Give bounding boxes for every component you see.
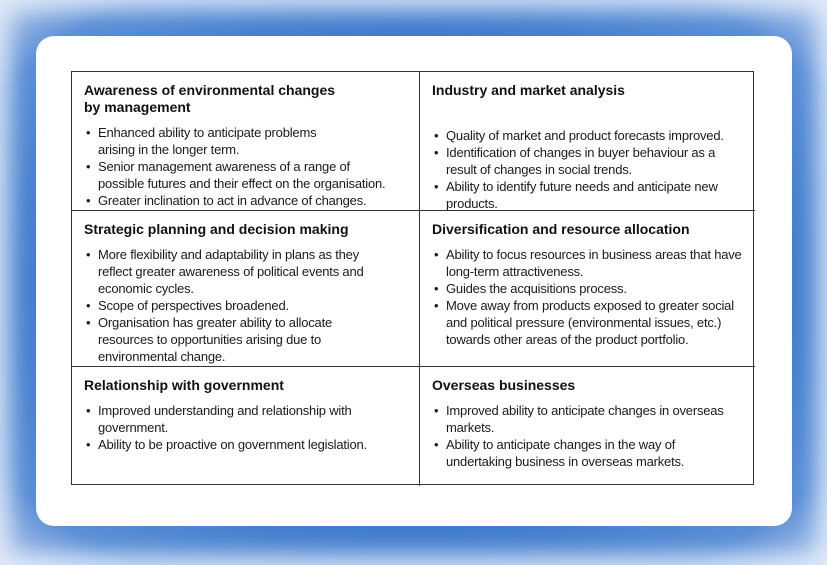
heading-line: Awareness of environmental changes — [84, 82, 336, 98]
list-item: • Senior management awareness of a range of possible futures and their effect on the organisation. — [84, 158, 398, 192]
heading-line: by management — [84, 99, 191, 115]
list-item: • Greater inclination to act in advance of changes. — [84, 192, 409, 209]
cell-diversification — [420, 211, 755, 367]
list-item: • Quality of market and product forecasts improved. — [432, 127, 745, 144]
cell-strategic-planning — [72, 211, 420, 367]
list-item: • Organisation has greater ability to allocate resources to opportunities arising due to environmental change. — [84, 314, 348, 365]
list-item: • Identification of changes in buyer behaviour as a result of changes in social trends. — [432, 144, 731, 178]
cell-heading: Overseas businesses — [432, 377, 576, 393]
list-item: • Ability to identify future needs and anticipate new products. — [432, 178, 721, 212]
cell-heading: Relationship with government — [84, 377, 284, 393]
list-item: • Ability to be proactive on government legislation. — [84, 436, 409, 453]
bullet-list — [84, 246, 409, 365]
bullet-list — [432, 246, 745, 348]
list-item: • Scope of perspectives broadened. — [84, 297, 409, 314]
cell-government-relationship — [72, 367, 420, 486]
cell-heading: Diversification and resource allocation — [432, 221, 690, 237]
bullet-list — [84, 402, 409, 453]
list-item: • Move away from products exposed to greater social and political pressure (environmental issues, etc.) towards other areas of the product portfolio. — [432, 297, 746, 348]
list-item: • Ability to anticipate changes in the way of undertaking business in overseas markets. — [432, 436, 706, 470]
bullet-list — [84, 124, 409, 209]
list-item: • More flexibility and adaptability in plans as they reflect greater awareness of political events and economic cycles. — [84, 246, 383, 297]
list-item: • Improved ability to anticipate changes in overseas markets. — [432, 402, 741, 436]
cell-heading: Industry and market analysis — [432, 82, 625, 98]
list-item: • Guides the acquisitions process. — [432, 280, 745, 297]
list-item: • Enhanced ability to anticipate problems arising in the longer term. — [84, 124, 328, 158]
bullet-list — [432, 402, 745, 470]
list-item: • Improved understanding and relationship with government. — [84, 402, 373, 436]
cell-heading: Strategic planning and decision making — [84, 221, 349, 237]
list-item: • Ability to focus resources in business areas that have long-term attractiveness. — [432, 246, 745, 280]
cell-environmental-awareness — [72, 72, 420, 211]
cell-industry-market-analysis — [420, 72, 755, 211]
content-card — [36, 36, 792, 526]
cell-overseas-businesses — [420, 367, 755, 486]
benefits-table — [71, 71, 754, 485]
bullet-list — [432, 127, 745, 212]
cell-heading — [84, 82, 409, 116]
